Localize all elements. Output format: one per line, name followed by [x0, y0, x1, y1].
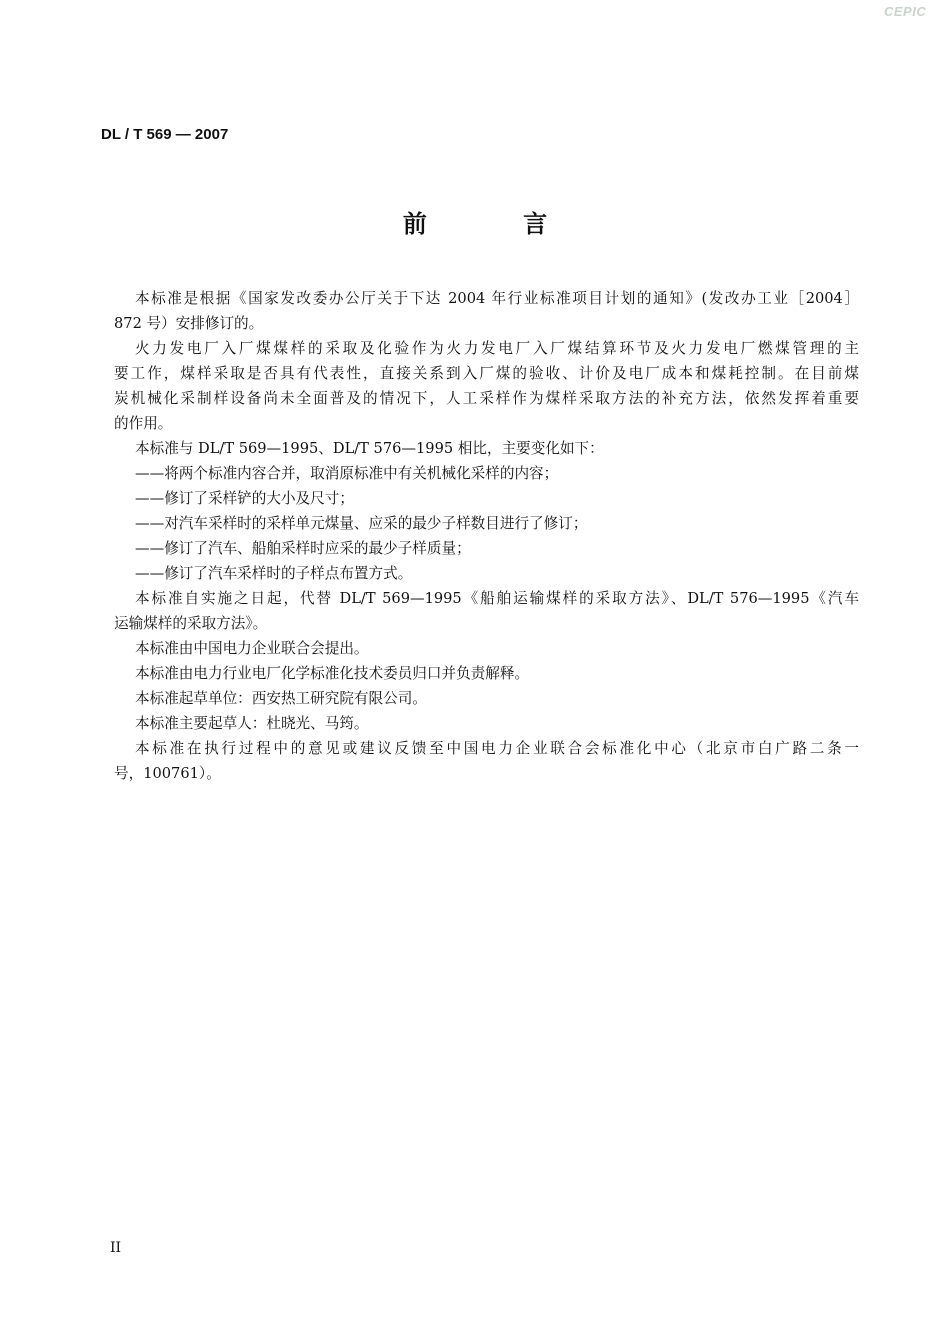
paragraph — [114, 486, 859, 511]
standard-number-header: DL / T 569 — 2007 — [101, 126, 229, 143]
paragraph — [114, 736, 859, 786]
paragraph-line: 要工作，煤样采取是否具有代表性，直接关系到入厂煤的验收、计价及电厂成本和煤耗控制。在目前煤 — [114, 365, 859, 382]
paragraph-line: ——对汽车采样时的采样单元煤量、应采的最少子样数目进行了修订； — [135, 515, 588, 532]
paragraph-line: 本标准起草单位：西安热工研究院有限公司。 — [135, 690, 427, 707]
paragraph — [114, 711, 859, 736]
paragraph-line: 本标准与 DL/T 569—1995、DL/T 576—1995 相比，主要变化如下： — [135, 440, 604, 457]
foreword-body — [114, 286, 859, 786]
paragraph-line: ——修订了汽车采样时的子样点布置方式。 — [135, 565, 413, 582]
paragraph-line: 本标准由电力行业电厂化学标准化技术委员归口并负责解释。 — [135, 665, 530, 682]
paragraph — [114, 461, 859, 486]
paragraph-line: 本标准主要起草人：杜晓光、马筠。 — [135, 715, 369, 732]
paragraph-line: ——将两个标准内容合并，取消原标准中有关机械化采样的内容； — [135, 465, 559, 482]
paragraph — [114, 586, 859, 636]
paragraph — [114, 561, 859, 586]
paragraph-line: 炭机械化采制样设备尚未全面普及的情况下，人工采样作为煤样采取方法的补充方法，依然发挥着重要 — [114, 390, 859, 407]
paragraph — [114, 686, 859, 711]
paragraph-line: ——修订了汽车、船舶采样时应采的最少子样质量； — [135, 540, 471, 557]
paragraph-line: 号，100761）。 — [114, 765, 221, 782]
paragraph — [114, 436, 859, 461]
paragraph-line: 本标准由中国电力企业联合会提出。 — [135, 640, 369, 657]
page-title: 前 言 — [402, 209, 592, 238]
paragraph-line: 本标准在执行过程中的意见或建议反馈至中国电力企业联合会标准化中心（北京市白广路二条一 — [135, 740, 859, 757]
paragraph-line: 872 号）安排修订的。 — [114, 315, 264, 332]
paragraph — [114, 536, 859, 561]
paragraph — [114, 336, 859, 436]
paragraph-line: 火力发电厂入厂煤煤样的采取及化验作为火力发电厂入厂煤结算环节及火力发电厂燃煤管理的主 — [135, 340, 859, 357]
paragraph-line: 的作用。 — [114, 415, 173, 432]
paragraph-line: 本标准是根据《国家发改委办公厅关于下达 2004 年行业标准项目计划的通知》(发改办工业［2004］ — [135, 290, 859, 307]
page-number: II — [110, 1240, 122, 1256]
paragraph — [114, 511, 859, 536]
paragraph-line: ——修订了采样铲的大小及尺寸； — [135, 490, 354, 507]
paragraph — [114, 286, 859, 336]
paragraph-line: 运输煤样的采取方法》。 — [114, 615, 268, 632]
paragraph — [114, 636, 859, 661]
paragraph-line: 本标准自实施之日起，代替 DL/T 569—1995《船舶运输煤样的采取方法》、DL/T 576—1995《汽车 — [135, 590, 859, 607]
watermark-logo: CEPIC — [884, 4, 927, 19]
paragraph — [114, 661, 859, 686]
